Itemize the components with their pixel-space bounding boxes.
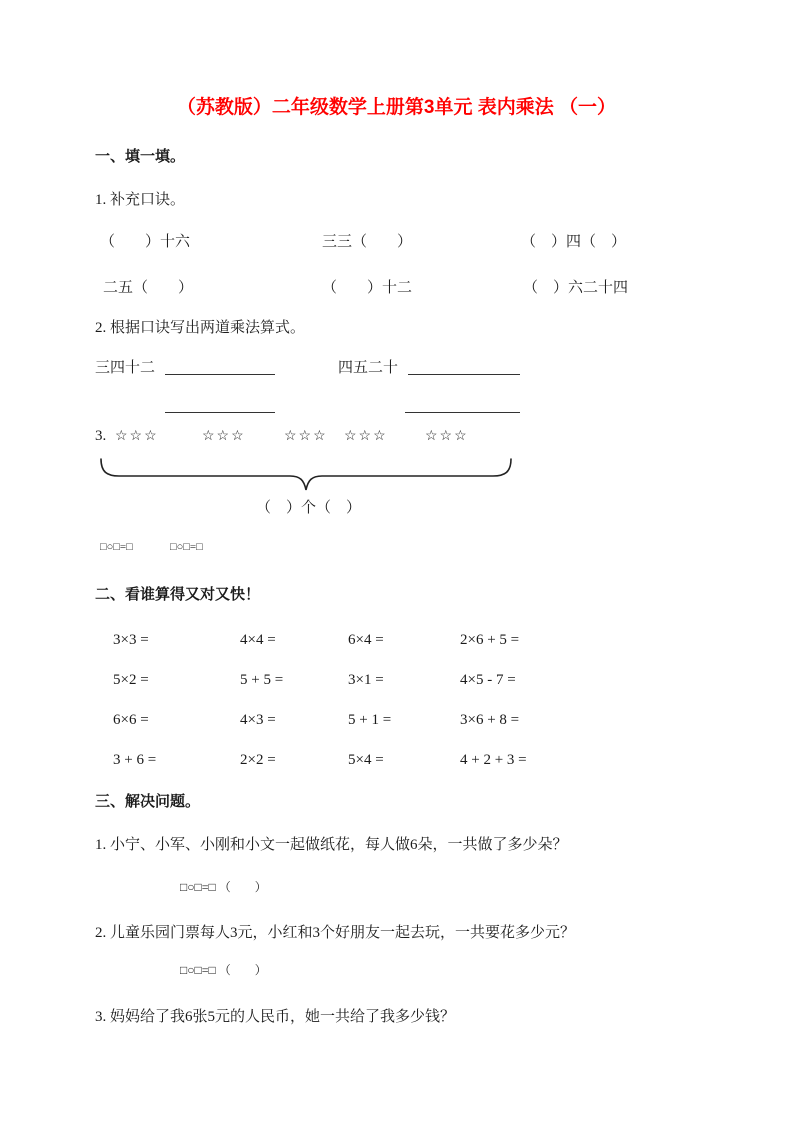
star-group: ☆☆☆ xyxy=(115,429,159,444)
math-problem: 4×4 = xyxy=(240,632,276,648)
math-problem: 6×4 = xyxy=(348,632,384,648)
math-problem: 3×1 = xyxy=(348,672,384,688)
math-problem: 2×2 = xyxy=(240,752,276,768)
worksheet-title: （苏教版）二年级数学上册第3单元 表内乘法 （一） xyxy=(176,97,617,118)
answer-line xyxy=(165,412,275,413)
curly-brace-under-stars xyxy=(98,456,514,494)
math-problem: 5×4 = xyxy=(348,752,384,768)
q2-label: 2. 根据口诀写出两道乘法算式。 xyxy=(95,320,306,336)
answer-line xyxy=(165,374,275,375)
fill-blank-3: （ ）四（ ） xyxy=(521,234,627,250)
q1-label: 1. 补充口诀。 xyxy=(95,192,186,208)
section2-heading: 二、看谁算得又对又快！ xyxy=(95,587,261,603)
math-problem: 3×3 = xyxy=(113,632,149,648)
equation-blank: □○□=□ xyxy=(170,541,203,553)
fill-blank-5: （ ）十二 xyxy=(322,280,413,296)
word-problem-3: 3. 妈妈给了我6张5元的人民币，她一共给了我多少钱？ xyxy=(95,1009,456,1025)
fill-blank-1: （ ）十六 xyxy=(100,234,191,250)
star-group: ☆☆☆ xyxy=(344,429,388,444)
math-problem: 4×5 - 7 = xyxy=(460,672,516,688)
fill-blank-2: 三三（ ） xyxy=(322,234,413,250)
star-group: ☆☆☆ xyxy=(425,429,469,444)
math-problem: 6×6 = xyxy=(113,712,149,728)
answer-blank-1: □○□=□ （ ） xyxy=(180,880,267,894)
math-problem: 2×6 + 5 = xyxy=(460,632,520,648)
word-problem-1: 1. 小宁、小军、小刚和小文一起做纸花，每人做6朵，一共做了多少朵？ xyxy=(95,837,568,853)
calculation-grid xyxy=(113,620,620,780)
math-problem: 4×3 = xyxy=(240,712,276,728)
answer-line xyxy=(408,374,520,375)
math-problem: 3 + 6 = xyxy=(113,752,157,768)
answer-blank-2: □○□=□ （ ） xyxy=(180,963,267,977)
star-group: ☆☆☆ xyxy=(284,429,328,444)
math-problem: 4 + 2 + 3 = xyxy=(460,752,527,768)
math-problem: 5 + 5 = xyxy=(240,672,284,688)
section3-heading: 三、解决问题。 xyxy=(95,794,201,810)
q2-left-cue: 三四十二 xyxy=(95,360,156,376)
q3-number: 3. xyxy=(95,428,107,444)
brace-caption: （ ）个（ ） xyxy=(256,500,362,516)
star-group: ☆☆☆ xyxy=(202,429,246,444)
q2-right-cue: 四五二十 xyxy=(338,360,399,376)
fill-blank-6: （ ）六二十四 xyxy=(523,280,629,296)
math-problem: 5×2 = xyxy=(113,672,149,688)
fill-blank-4: 二五（ ） xyxy=(103,280,194,296)
word-problem-2: 2. 儿童乐园门票每人3元，小红和3个好朋友一起去玩，一共要花多少元？ xyxy=(95,925,576,941)
math-problem: 3×6 + 8 = xyxy=(460,712,520,728)
section1-heading: 一、填一填。 xyxy=(95,149,186,165)
answer-line xyxy=(405,412,520,413)
equation-blank: □○□=□ xyxy=(100,541,133,553)
math-problem: 5 + 1 = xyxy=(348,712,392,728)
